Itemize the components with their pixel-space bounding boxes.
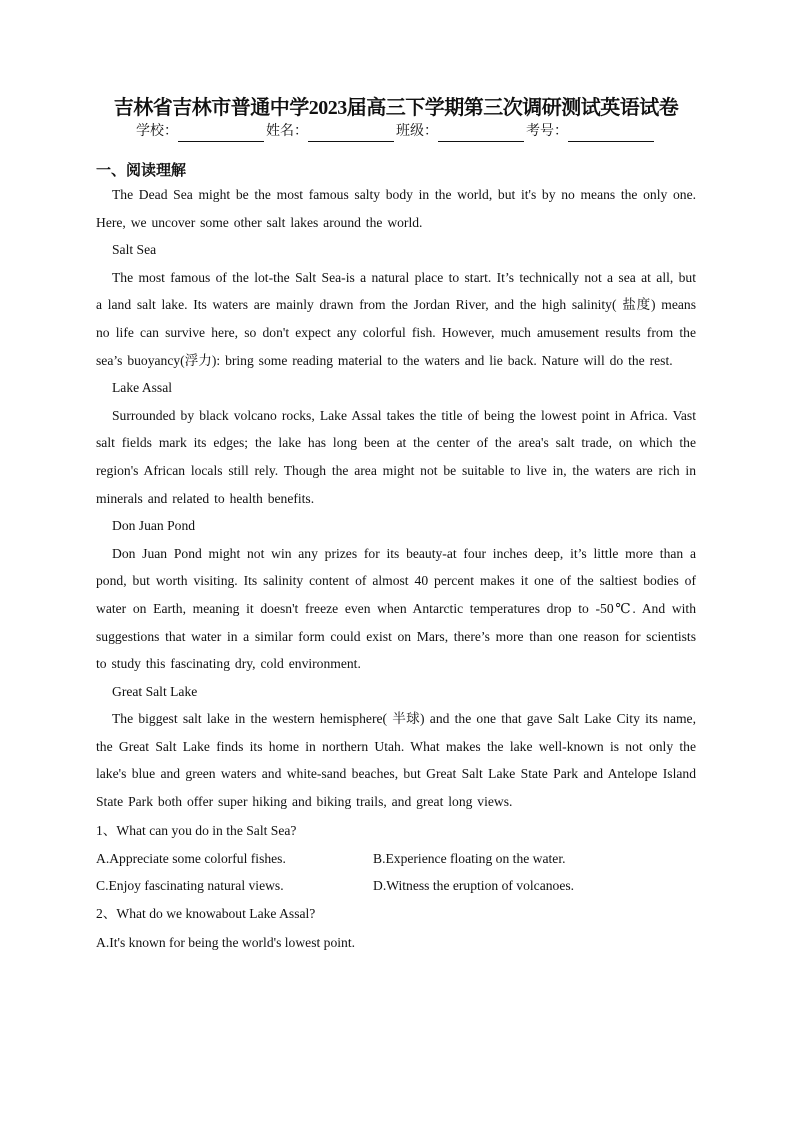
question-stem: 1、What can you do in the Salt Sea? bbox=[96, 822, 297, 838]
section-title: 一、阅读理解 bbox=[96, 163, 187, 179]
option-a[interactable]: A.Appreciate some colorful fishes. bbox=[96, 850, 286, 866]
option-d[interactable]: D.Witness the eruption of volcanoes. bbox=[373, 877, 575, 893]
option-row bbox=[96, 872, 696, 899]
option-a[interactable]: A.It's known for being the world's lowest point. bbox=[96, 934, 355, 950]
class-label: 班级： bbox=[396, 124, 438, 139]
passage-heading: Lake Assal bbox=[112, 380, 173, 396]
name-label: 姓名： bbox=[266, 124, 308, 139]
question-stem: 2、What do we knowabout Lake Assal? bbox=[96, 905, 316, 921]
class-field bbox=[396, 122, 526, 142]
class-blank[interactable] bbox=[438, 127, 524, 142]
option-b[interactable]: B.Experience floating on the water. bbox=[373, 850, 566, 866]
passage-paragraph: The most famous of the lot-the Salt Sea-is a natural place to start. It’s technically not a sea at all, but a land salt lake. Its waters are mainly drawn from the Jordan River, and the high salinity( 盐度) means no life can survive here, so don't expect any colorful fish. However, much amusement results from the sea’s buoyancy(浮力): bring some reading material to the waters and lie back. Nature will do the rest. bbox=[96, 269, 696, 368]
passage-intro: The Dead Sea might be the most famous salty body in the world, but it's by no means the only one. Here, we uncover some other salt lakes around the world. bbox=[96, 187, 696, 230]
passage-heading: Salt Sea bbox=[112, 242, 157, 258]
student-info-row bbox=[96, 122, 696, 142]
option-row bbox=[96, 845, 696, 872]
option-c[interactable]: C.Enjoy fascinating natural views. bbox=[96, 877, 284, 893]
passage-heading: Don Juan Pond bbox=[112, 518, 196, 534]
passage-heading: Great Salt Lake bbox=[112, 683, 198, 699]
passage-paragraph: Surrounded by black volcano rocks, Lake Assal takes the title of being the lowest point in Africa. Vast salt fields mark its edges; the lake has long been at the center of the area's salt trade, on which the region's African locals still rely. Though the area might not be suitable to live in, the waters are rich in minerals and related to health benefits. bbox=[96, 407, 696, 506]
exam-page bbox=[96, 96, 696, 957]
exam-number-blank[interactable] bbox=[568, 127, 654, 142]
exam-number-label: 考号： bbox=[526, 124, 568, 139]
school-label: 学校： bbox=[136, 124, 178, 139]
name-field bbox=[266, 122, 396, 142]
exam-number-field bbox=[526, 122, 656, 142]
passage-paragraph: The biggest salt lake in the western hemisphere( 半球) and the one that gave Salt Lake City its name, the Great Salt Lake finds its home in northern Utah. What makes the lake well-known is not only the lake's blue and green waters and white-sand beaches, but Great Salt Lake State Park and Antelope Island State Park both offer super hiking and biking trails, and great long views. bbox=[96, 711, 696, 810]
page-title: 吉林省吉林市普通中学2023届高三下学期第三次调研测试英语试卷 bbox=[113, 97, 679, 119]
school-blank[interactable] bbox=[178, 127, 264, 142]
school-field bbox=[136, 122, 266, 142]
passage-paragraph: Don Juan Pond might not win any prizes for its beauty-at four inches deep, it’s little more than a pond, but worth visiting. Its salinity content of almost 40 percent makes it one of the saltiest bodies of water on Earth, meaning it doesn't freeze even when Antarctic temperatures drop to -50℃. And with suggestions that water in a similar form could exist on Mars, there’s more than one reason for scientists to study this fascinating dry, cold environment. bbox=[96, 545, 696, 672]
name-blank[interactable] bbox=[308, 127, 394, 142]
